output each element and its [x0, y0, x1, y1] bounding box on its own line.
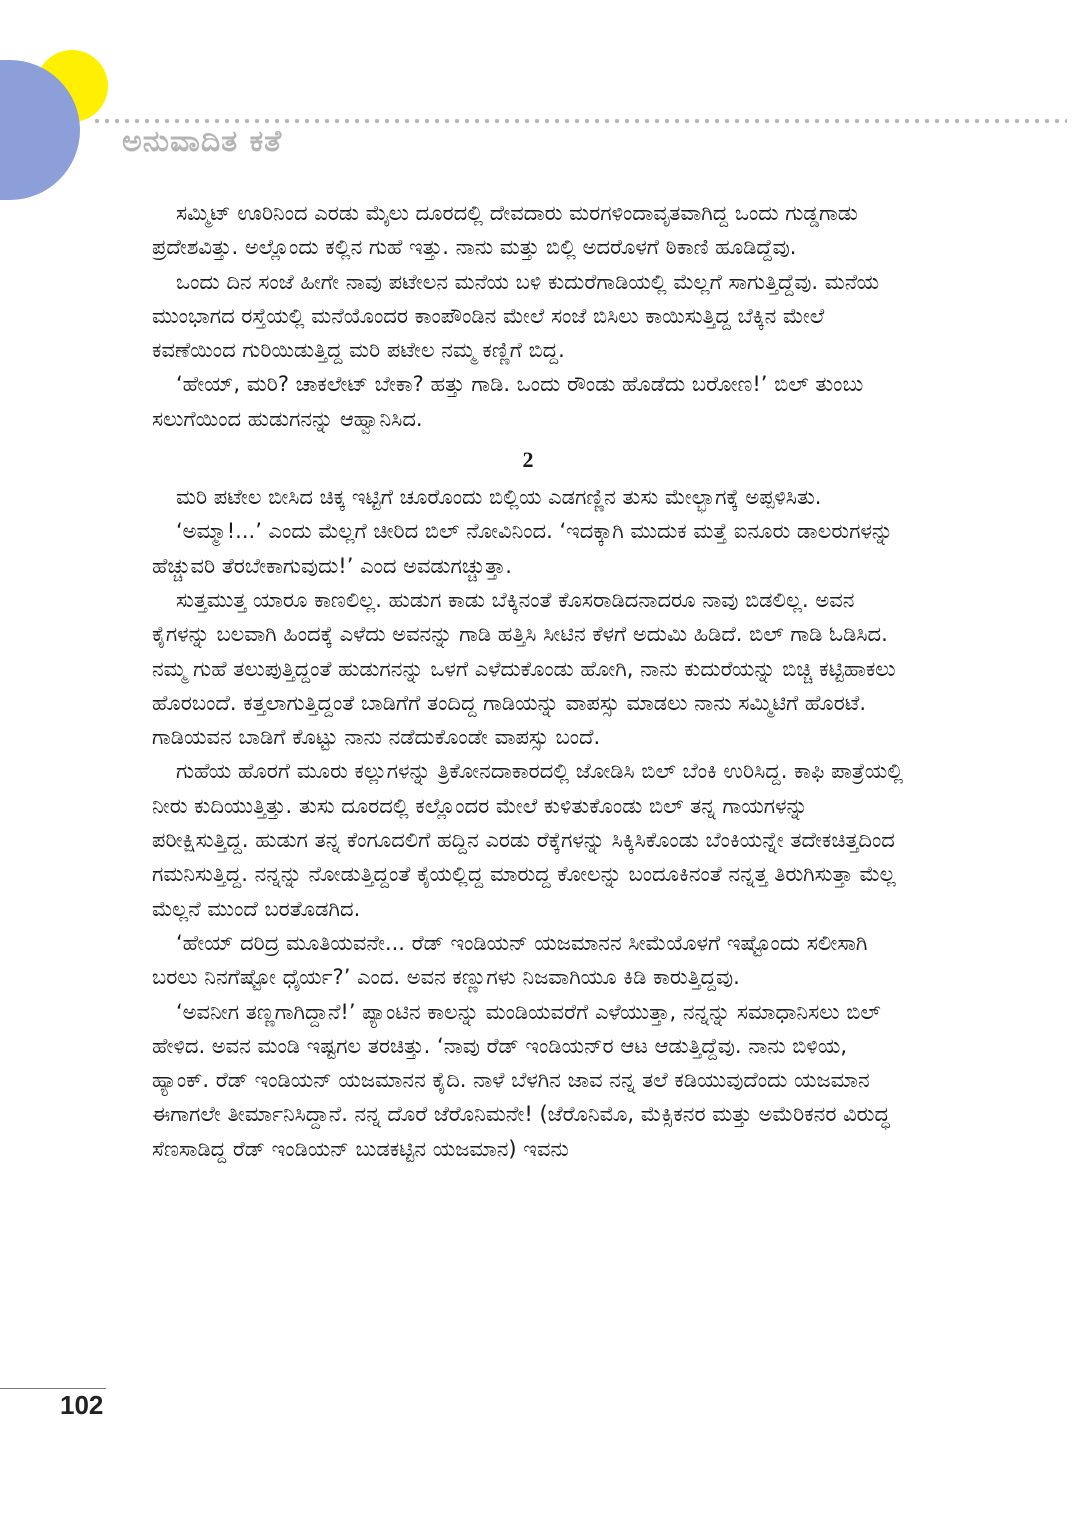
paragraph: ಮರಿ ಪಟೇಲ ಬೀಸಿದ ಚಿಕ್ಕ ಇಟ್ಟಿಗೆ ಚೂರೊಂದು ಬಿಲ್ಲಿಯ ಎಡಗಣ್ಣಿನ ತುಸು ಮೇಲ್ಭಾಗಕ್ಕೆ ಅಪ್ಪಳಿಸಿತು.: [176, 485, 822, 510]
page-number-rule: [0, 1388, 106, 1389]
section-title: ಅನುವಾದಿತ ಕತೆ: [122, 124, 283, 159]
paragraph: ‘ಹೇಯ್ ದರಿದ್ರ ಮೂತಿಯವನೇ... ರೆಡ್ ಇಂಡಿಯನ್ ಯಜಮಾನನ ಸೀಮೆಯೊಳಗೆ ಇಷ್ಟೊಂದು ಸಲೀಸಾಗಿ ಬರಲು ನಿನಗೆಷ್ಟೋ ಧೈರ್ಯ?’ ಎಂದ. ಅವನ ಕಣ್ಣುಗಳು ನಿಜವಾಗಿಯೂ ಕಿಡಿ ಕಾರುತ್ತಿದ್ದವು.: [152, 930, 868, 990]
paragraph: ‘ಅಮ್ಮಾ!...’ ಎಂದು ಮೆಲ್ಲಗೆ ಚೀರಿದ ಬಿಲ್ ನೋವಿನಿಂದ. ‘ಇದಕ್ಕಾಗಿ ಮುದುಕ ಮತ್ತೆ ಐನೂರು ಡಾಲರುಗಳನ್ನು ಹೆಚ್ಚುವರಿ ತೆರಬೇಕಾಗುವುದು!’ ಎಂದ ಅವಡುಗಚ್ಚುತ್ತಾ.: [152, 519, 894, 578]
paragraph: ‘ಅವನೀಗ ತಣ್ಣಗಾಗಿದ್ದಾನೆ!’ ಪ್ಯಾಂಟಿನ ಕಾಲನ್ನು ಮಂಡಿಯವರೆಗೆ ಎಳೆಯುತ್ತಾ, ನನ್ನನ್ನು ಸಮಾಧಾನಿಸಲು ಬಿಲ್ ಹೇಳಿದ. ಅವನ ಮಂಡಿ ಇಷ್ಟಗಲ ತರಚಿತ್ತು. ‘ನಾವು ರೆಡ್ ಇಂಡಿಯನ್‌ರ ಆಟ ಆಡುತ್ತಿದ್ದೆವು. ನಾನು ಬಿಳಿಯ, ಹ್ಯಾಂಕ್. ರೆಡ್ ಇಂಡಿಯನ್ ಯಜಮಾನನ ಕೈದಿ. ನಾಳೆ ಬೆಳಗಿನ ಜಾವ ನನ್ನ ತಲೆ ಕಡಿಯುವುದೆಂದು ಯಜಮಾನ ಈಗಾಗಲೇ ತೀರ್ಮಾನಿಸಿದ್ದಾನೆ. ನನ್ನ ದೊರೆ ಜೆರೊನಿಮನೇ! (ಜೆರೊನಿಮೊ, ಮೆಕ್ಸಿಕನರ ಮತ್ತು ಅಮೆರಿಕನರ ವಿರುದ್ಧ ಸೆಣಸಾಡಿದ್ದ ರೆಡ್ ಇಂಡಿಯನ್ ಬುಡಕಟ್ಟಿನ ಯಜಮಾನ) ಇವನು: [152, 999, 890, 1161]
paragraph: ‘ಹೇಯ್, ಮರಿ? ಚಾಕಲೇಟ್ ಬೇಕಾ? ಹತ್ತು ಗಾಡಿ. ಒಂದು ರೌಂಡು ಹೊಡೆದು ಬರೋಣ!’ ಬಿಲ್ ತುಂಬು ಸಲುಗೆಯಿಂದ ಹುಡುಗನನ್ನು ಆಹ್ವಾನಿಸಿದ.: [152, 372, 864, 431]
paragraph: ಒಂದು ದಿನ ಸಂಜೆ ಹೀಗೇ ನಾವು ಪಟೇಲನ ಮನೆಯ ಬಳಿ ಕುದುರೆಗಾಡಿಯಲ್ಲಿ ಮೆಲ್ಲಗೆ ಸಾಗುತ್ತಿದ್ದೆವು. ಮನೆಯ ಮುಂಭಾಗದ ರಸ್ತೆಯಲ್ಲಿ ಮನೆಯೊಂದರ ಕಾಂಪೌಂಡಿನ ಮೇಲೆ ಸಂಜೆ ಬಿಸಿಲು ಕಾಯಿಸುತ್ತಿದ್ದ ಬೆಕ್ಕಿನ ಮೇಲೆ ಕವಣೆಯಿಂದ ಗುರಿಯಿಡುತ್ತಿದ್ದ ಮರಿ ಪಟೇಲ ನಮ್ಮ ಕಣ್ಣಿಗೆ ಬಿದ್ದ.: [152, 269, 880, 363]
page-number: 102: [60, 1390, 104, 1420]
paragraph: ಗುಹೆಯ ಹೊರಗೆ ಮೂರು ಕಲ್ಲುಗಳನ್ನು ತ್ರಿಕೋನದಾಕಾರದಲ್ಲಿ ಜೋಡಿಸಿ ಬಿಲ್ ಬೆಂಕಿ ಉರಿಸಿದ್ದ. ಕಾಫಿ ಪಾತ್ರೆಯಲ್ಲಿ ನೀರು ಕುದಿಯುತ್ತಿತ್ತು. ತುಸು ದೂರದಲ್ಲಿ ಕಲ್ಲೊಂದರ ಮೇಲೆ ಕುಳಿತುಕೊಂಡು ಬಿಲ್ ತನ್ನ ಗಾಯಗಳನ್ನು ಪರೀಕ್ಷಿಸುತ್ತಿದ್ದ. ಹುಡುಗ ತನ್ನ ಕೆಂಗೂದಲಿಗೆ ಹದ್ದಿನ ಎರಡು ರೆಕ್ಕೆಗಳನ್ನು ಸಿಕ್ಕಿಸಿಕೊಂಡು ಬೆಂಕಿಯನ್ನೇ ತದೇಕಚಿತ್ತದಿಂದ ಗಮನಿಸುತ್ತಿದ್ದ. ನನ್ನನ್ನು ನೋಡುತ್ತಿದ್ದಂತೆ ಕೈಯಲ್ಲಿದ್ದ ಮಾರುದ್ದ ಕೋಲನ್ನು ಬಂದೂಕಿನಂತೆ ನನ್ನತ್ತ ತಿರುಗಿಸುತ್ತಾ ಮೆಲ್ಲ ಮೆಲ್ಲನೆ ಮುಂದೆ ಬರತೊಡಗಿದ.: [152, 759, 904, 921]
chapter-number: 2: [522, 447, 534, 473]
paragraph: ಸಮ್ಮಿಟ್ ಊರಿನಿಂದ ಎರಡು ಮೈಲು ದೂರದಲ್ಲಿ ದೇವದಾರು ಮರಗಳಿಂದಾವೃತವಾಗಿದ್ದ ಒಂದು ಗುಡ್ಡಗಾಡು ಪ್ರದೇಶವಿತ್ತು. ಅಲ್ಲೊಂದು ಕಲ್ಲಿನ ಗುಹೆ ಇತ್ತು. ನಾನು ಮತ್ತು ಬಿಲ್ಲಿ ಅದರೊಳಗೆ ಠಿಕಾಣಿ ಹೂಡಿದ್ದೆವು.: [152, 201, 858, 260]
story-body: [152, 196, 904, 1166]
paragraph: ಸುತ್ತಮುತ್ತ ಯಾರೂ ಕಾಣಲಿಲ್ಲ. ಹುಡುಗ ಕಾಡು ಬೆಕ್ಕಿನಂತೆ ಕೊಸರಾಡಿದನಾದರೂ ನಾವು ಬಿಡಲಿಲ್ಲ. ಅವನ ಕೈಗಳನ್ನು ಬಲವಾಗಿ ಹಿಂದಕ್ಕೆ ಎಳೆದು ಅವನನ್ನು ಗಾಡಿ ಹತ್ತಿಸಿ ಸೀಟಿನ ಕೆಳಗೆ ಅದುಮಿ ಹಿಡಿದೆ. ಬಿಲ್ ಗಾಡಿ ಓಡಿಸಿದ. ನಮ್ಮ ಗುಹೆ ತಲುಪುತ್ತಿದ್ದಂತೆ ಹುಡುಗನನ್ನು ಒಳಗೆ ಎಳೆದುಕೊಂಡು ಹೋಗಿ, ನಾನು ಕುದುರೆಯನ್ನು ಬಿಚ್ಚಿ ಕಟ್ಟಿಹಾಕಲು ಹೊರಬಂದೆ. ಕತ್ತಲಾಗುತ್ತಿದ್ದಂತೆ ಬಾಡಿಗೆಗೆ ತಂದಿದ್ದ ಗಾಡಿಯನ್ನು ವಾಪಸ್ಸು ಮಾಡಲು ನಾನು ಸಮ್ಮಿಟಿಗೆ ಹೊರಟೆ. ಗಾಡಿಯವನ ಬಾಡಿಗೆ ಕೊಟ್ಟು ನಾನು ನಡೆದುಕೊಂಡೇ ವಾಪಸ್ಸು ಬಂದೆ.: [152, 587, 896, 750]
